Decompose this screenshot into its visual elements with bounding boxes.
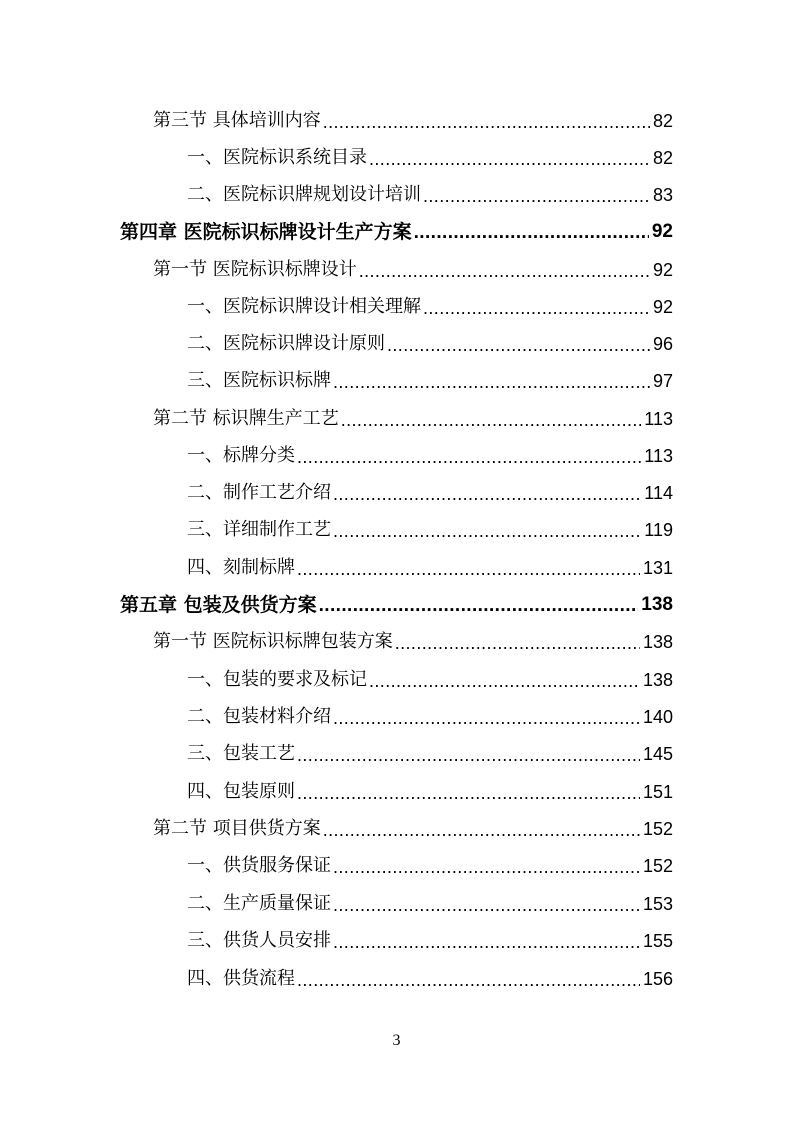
toc-entry-page: 140 [642, 707, 673, 727]
toc-entry[interactable] [187, 928, 673, 952]
toc-leader-dots [333, 484, 641, 504]
toc-entry-page: 92 [652, 260, 673, 280]
toc-entry-title: 第一节 医院标识标牌设计 [153, 259, 357, 280]
toc-entry-page: 151 [642, 782, 673, 802]
toc-leader-dots [333, 857, 640, 877]
toc-entry[interactable] [187, 555, 673, 579]
toc-entry[interactable] [153, 257, 673, 281]
toc-entry-title: 第三节 具体培训内容 [153, 110, 321, 131]
toc-entry-page: 152 [642, 856, 673, 876]
toc-entry-page: 119 [644, 520, 673, 540]
toc-entry-page: 156 [642, 969, 673, 989]
toc-entry-title: 一、医院标识牌设计相关理解 [187, 296, 421, 317]
toc-entry-title: 第五章 包装及供货方案 [120, 594, 317, 616]
toc-leader-dots [297, 783, 640, 803]
toc-entry[interactable] [153, 406, 673, 430]
toc-leader-dots [323, 112, 650, 132]
toc-leader-dots [323, 820, 640, 840]
toc-entry[interactable] [187, 368, 673, 392]
toc-entry[interactable] [187, 331, 673, 355]
toc-entry-title: 二、医院标识牌设计原则 [187, 333, 385, 354]
toc-entry-page: 83 [652, 185, 673, 205]
toc-entry-title: 二、生产质量保证 [187, 893, 331, 914]
toc-entry-title: 四、刻制标牌 [187, 557, 295, 578]
toc-leader-dots [297, 559, 640, 579]
toc-entry-title: 一、供货服务保证 [187, 855, 331, 876]
toc-entry-title: 四、供货流程 [187, 968, 295, 989]
toc-entry[interactable] [187, 891, 673, 915]
toc-entry-title: 第四章 医院标识标牌设计生产方案 [120, 221, 412, 243]
toc-entry-title: 第二节 标识牌生产工艺 [153, 408, 339, 429]
toc-leader-dots [333, 372, 650, 392]
toc-entry-title: 三、医院标识标牌 [187, 370, 331, 391]
toc-entry-page: 152 [642, 819, 673, 839]
toc-entry-page: 82 [652, 111, 673, 131]
toc-entry-page: 97 [652, 371, 673, 391]
toc-entry[interactable] [187, 667, 673, 691]
toc-leader-dots [359, 261, 650, 281]
toc-leader-dots [319, 596, 639, 616]
toc-entry[interactable] [187, 145, 673, 169]
toc-entry-page: 155 [642, 931, 673, 951]
toc-entry-title: 四、包装原则 [187, 781, 295, 802]
toc-leader-dots [333, 708, 640, 728]
toc-entry[interactable] [187, 294, 673, 318]
toc-entry-title: 第二节 项目供货方案 [153, 818, 321, 839]
toc-entry-title: 三、包装工艺 [187, 743, 295, 764]
toc-leader-dots [369, 149, 650, 169]
toc-entry-page: 82 [652, 148, 673, 168]
toc-entry[interactable] [187, 741, 673, 765]
toc-entry-title: 三、详细制作工艺 [187, 519, 331, 540]
toc-entry-title: 第一节 医院标识标牌包装方案 [153, 631, 393, 652]
toc-entry[interactable] [187, 480, 673, 504]
toc-entry-page: 96 [652, 334, 673, 354]
toc-entry[interactable] [153, 108, 673, 132]
toc-entry-page: 138 [642, 632, 673, 652]
toc-entry-title: 一、包装的要求及标记 [187, 669, 367, 690]
toc-leader-dots [297, 745, 640, 765]
toc-entry-page: 113 [644, 409, 673, 429]
toc-entry[interactable] [187, 966, 673, 990]
toc-leader-dots [333, 895, 640, 915]
toc-leader-dots [333, 932, 640, 952]
toc-entry-page: 138 [641, 594, 673, 615]
toc-entry[interactable] [153, 629, 673, 653]
toc-entry-title: 一、标牌分类 [187, 445, 295, 466]
toc-chapter-entry[interactable] [120, 592, 673, 616]
toc-leader-dots [387, 335, 650, 355]
toc-entry-title: 二、医院标识牌规划设计培训 [187, 184, 421, 205]
toc-entry-title: 三、供货人员安排 [187, 930, 331, 951]
toc-entry-page: 145 [642, 744, 673, 764]
page-number: 3 [392, 1032, 401, 1049]
toc-leader-dots [297, 447, 641, 467]
toc-entry[interactable] [187, 443, 673, 467]
toc-entry[interactable] [187, 517, 673, 541]
toc-entry[interactable] [187, 853, 673, 877]
toc-chapter-entry[interactable] [120, 219, 673, 243]
toc-leader-dots [423, 186, 650, 206]
toc-entry-page: 131 [642, 558, 673, 578]
toc-entry[interactable] [187, 779, 673, 803]
toc-leader-dots [333, 521, 641, 541]
toc-entry-page: 153 [642, 894, 673, 914]
toc-entry-title: 二、包装材料介绍 [187, 706, 331, 727]
toc-entry-page: 92 [652, 297, 673, 317]
toc-entry[interactable] [187, 182, 673, 206]
toc-entry[interactable] [153, 816, 673, 840]
toc-entry-page: 92 [651, 221, 673, 242]
toc-leader-dots [423, 298, 650, 318]
toc-entry[interactable] [187, 704, 673, 728]
toc-entry-page: 113 [644, 446, 673, 466]
toc-entry-page: 138 [642, 670, 673, 690]
toc-entry-title: 一、医院标识系统目录 [187, 147, 367, 168]
toc-entry-title: 二、制作工艺介绍 [187, 482, 331, 503]
toc-leader-dots [297, 970, 640, 990]
toc-entry-page: 114 [644, 483, 673, 503]
toc-leader-dots [341, 410, 642, 430]
toc-leader-dots [414, 223, 649, 243]
toc-leader-dots [369, 671, 640, 691]
toc-leader-dots [395, 633, 640, 653]
